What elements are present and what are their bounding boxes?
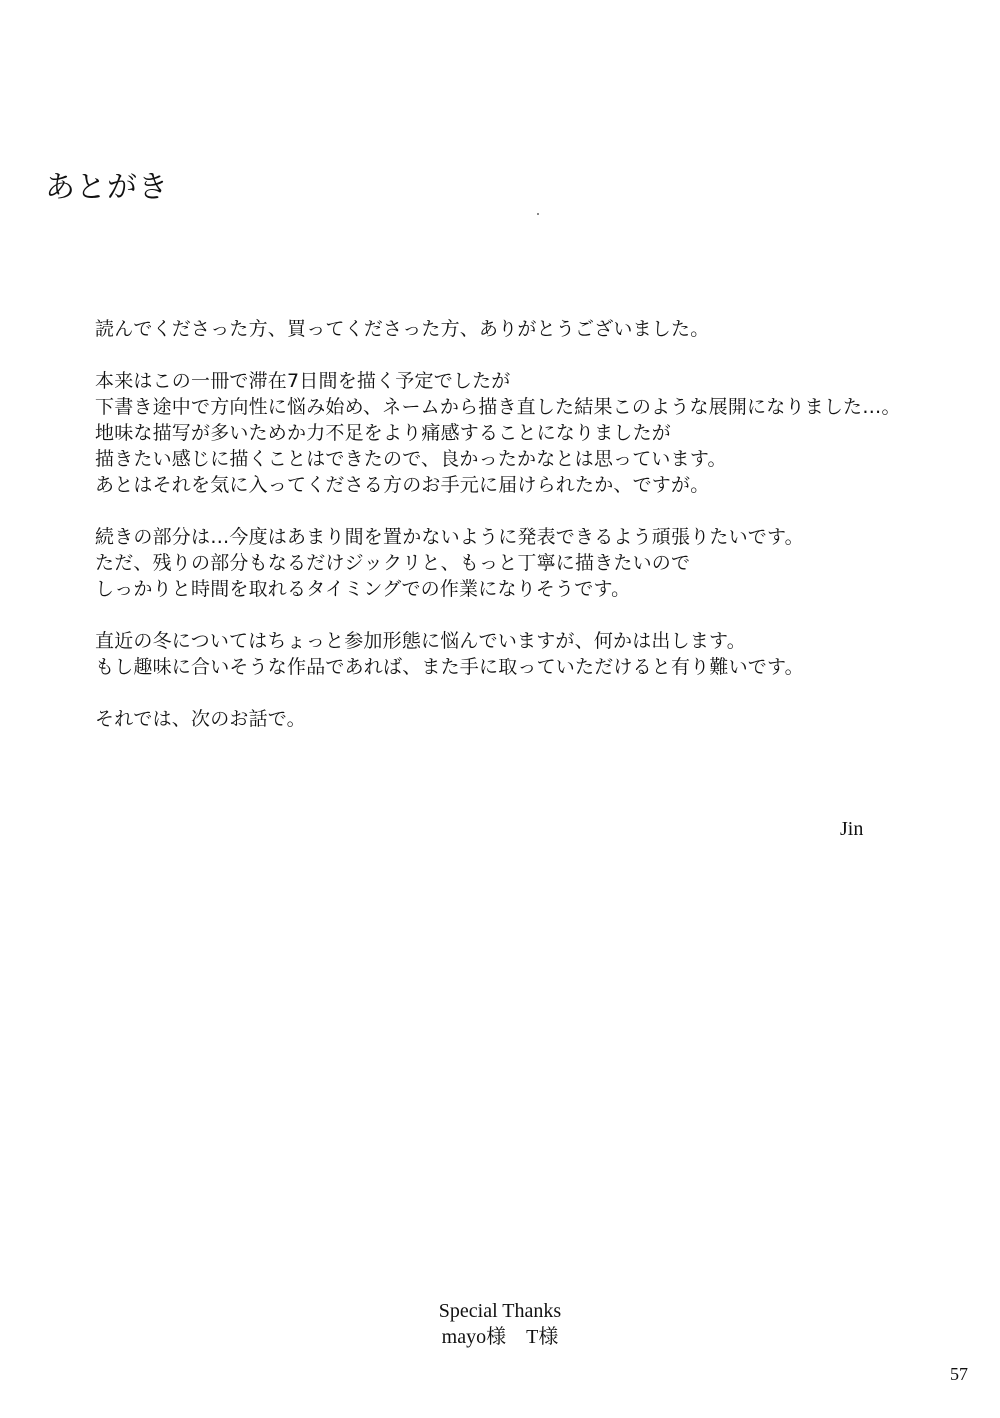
author-signature: Jin xyxy=(840,818,864,840)
paragraph-sequel xyxy=(95,524,955,602)
paragraph-thanks xyxy=(95,316,955,342)
special-thanks-heading: Special Thanks xyxy=(438,1300,562,1322)
text-line: もし趣味に合いそうな作品であれば、また手に取っていただけると有り難いです。 xyxy=(95,656,804,678)
text-line: 描きたい感じに描くことはできたので、良かったかなとは思っています。 xyxy=(95,448,727,470)
paragraph-production xyxy=(95,368,955,498)
text-line: それでは、次のお話で。 xyxy=(95,708,306,730)
scan-speck xyxy=(537,213,539,215)
paragraph-closing xyxy=(95,706,955,732)
paragraph-winter xyxy=(95,628,955,680)
text-line: 読んでくださった方、買ってくださった方、ありがとうございました。 xyxy=(95,318,710,340)
special-thanks xyxy=(0,1298,1000,1350)
text-line: 地味な描写が多いためか力不足をより痛感することになりましたが xyxy=(95,422,672,444)
text-line: あとはそれを気に入ってくださる方のお手元に届けられたか、ですが。 xyxy=(95,474,710,496)
text-line: しっかりと時間を取れるタイミングでの作業になりそうです。 xyxy=(95,578,631,600)
text-line: 続きの部分は…今度はあまり間を置かないように発表できるよう頑張りたいです。 xyxy=(95,526,804,548)
page-number: 57 xyxy=(950,1364,968,1384)
text-line: 下書き途中で方向性に悩み始め、ネームから描き直した結果このような展開になりました…。 xyxy=(95,396,901,418)
text-line: 本来はこの一冊で滞在7日間を描く予定でしたが xyxy=(95,370,511,392)
text-line: ただ、残りの部分もなるだけジックリと、もっと丁寧に描きたいので xyxy=(95,552,691,574)
afterword-body xyxy=(95,316,955,758)
special-thanks-names: mayo様 T様 xyxy=(441,1326,559,1348)
text-line: 直近の冬についてはちょっと参加形態に悩んでいますが、何かは出します。 xyxy=(95,630,746,652)
page-title: あとがき xyxy=(45,170,169,205)
